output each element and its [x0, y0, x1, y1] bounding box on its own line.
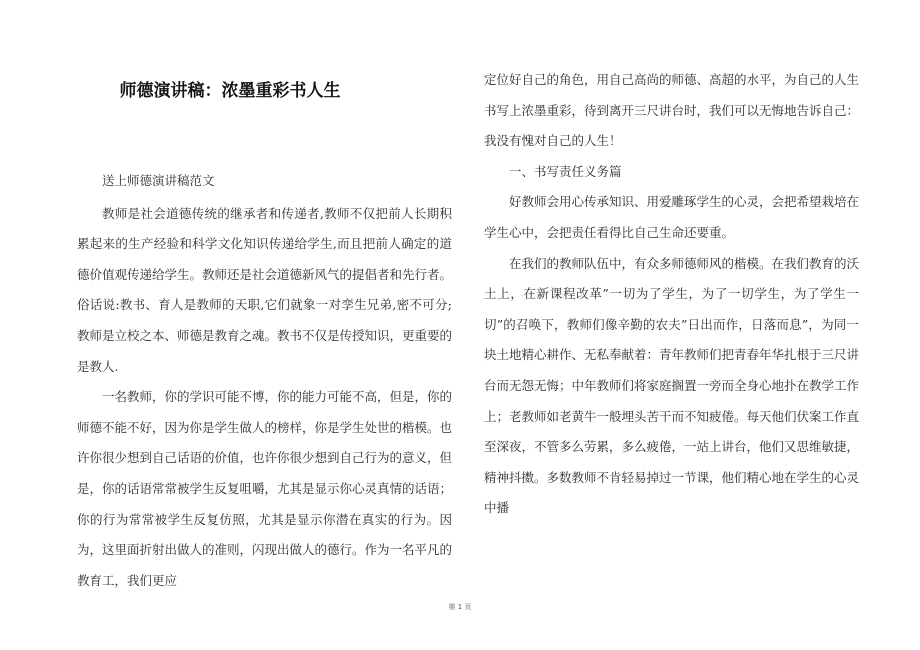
body-paragraph: 在我们的教师队伍中，有众多师德师风的楷模。在我们教育的沃土上，在新课程改革”一切为了学生，为了一切学生，为了学生一切”的召唤下，教师们像辛勤的农夫”日出而作，日落而息”，为同一块土地精心耕作、无私奉献着：青年教师们把青春年华扎根于三尺讲台而无怨无悔；中年教师们将家庭搁置一旁而全身心地扑在教学工作上；老教师如老黄牛一般埋头苦干而不知疲倦。每天他们伏案工作直至深夜，不管多么劳累，多么疲倦，一站上讲台，他们又思维敏捷，精神抖擞。多数教师不肯轻易掉过一节课，他们精心地在学生的心灵中播: [484, 255, 860, 516]
section-heading: 一、书写责任义务篇: [509, 163, 622, 179]
intro-paragraph: 送上师德演讲稿范文: [102, 173, 215, 188]
continued-paragraph: 定位好自己的角色，用自己高尚的师德、高超的水平，为自己的人生书写上浓墨重彩，待到离开三尺讲台时，我们可以无悔地告诉自己：我没有愧对自己的人生！: [484, 72, 860, 149]
right-column: [484, 65, 859, 524]
body-paragraph: 一名教师，你的学识可能不博，你的能力可能不高，但是，你的师德不能不好，因为你是学生做人的榜样，你是学生处世的楷模。也许你很少想到自己话语的价值，也许你很少想到自己行为的意义，但是，你的话语常常被学生反复咀嚼，尤其是显示你心灵真情的话语；你的行为常常被学生反复仿照，尤其是显示你潜在真实的行为。因为，这里面折射出做人的准则，闪现出做人的德行。作为一名平凡的教育工，我们更应: [77, 389, 453, 588]
page-number: 第 1 页: [448, 603, 472, 611]
body-paragraph: 教师是社会道德传统的继承者和传递者,教师不仅把前人长期积累起来的生产经验和科学文化知识传递给学生,而且把前人确定的道德价值观传递给学生。教师还是社会道德新风气的提倡者和先行者。俗话说:教书、育人是教师的天职,它们就象一对孪生兄弟,密不可分;教师是立校之本、师德是教育之魂。教书不仅是传授知识，更重要的是教人.: [77, 205, 453, 374]
left-column: [77, 166, 452, 596]
document-title: 师德演讲稿：浓墨重彩书人生: [119, 81, 341, 101]
body-paragraph: 好教师会用心传承知识、用爱雕琢学生的心灵，会把希望栽培在学生心中，会把责任看得比自己生命还要重。: [484, 194, 860, 240]
